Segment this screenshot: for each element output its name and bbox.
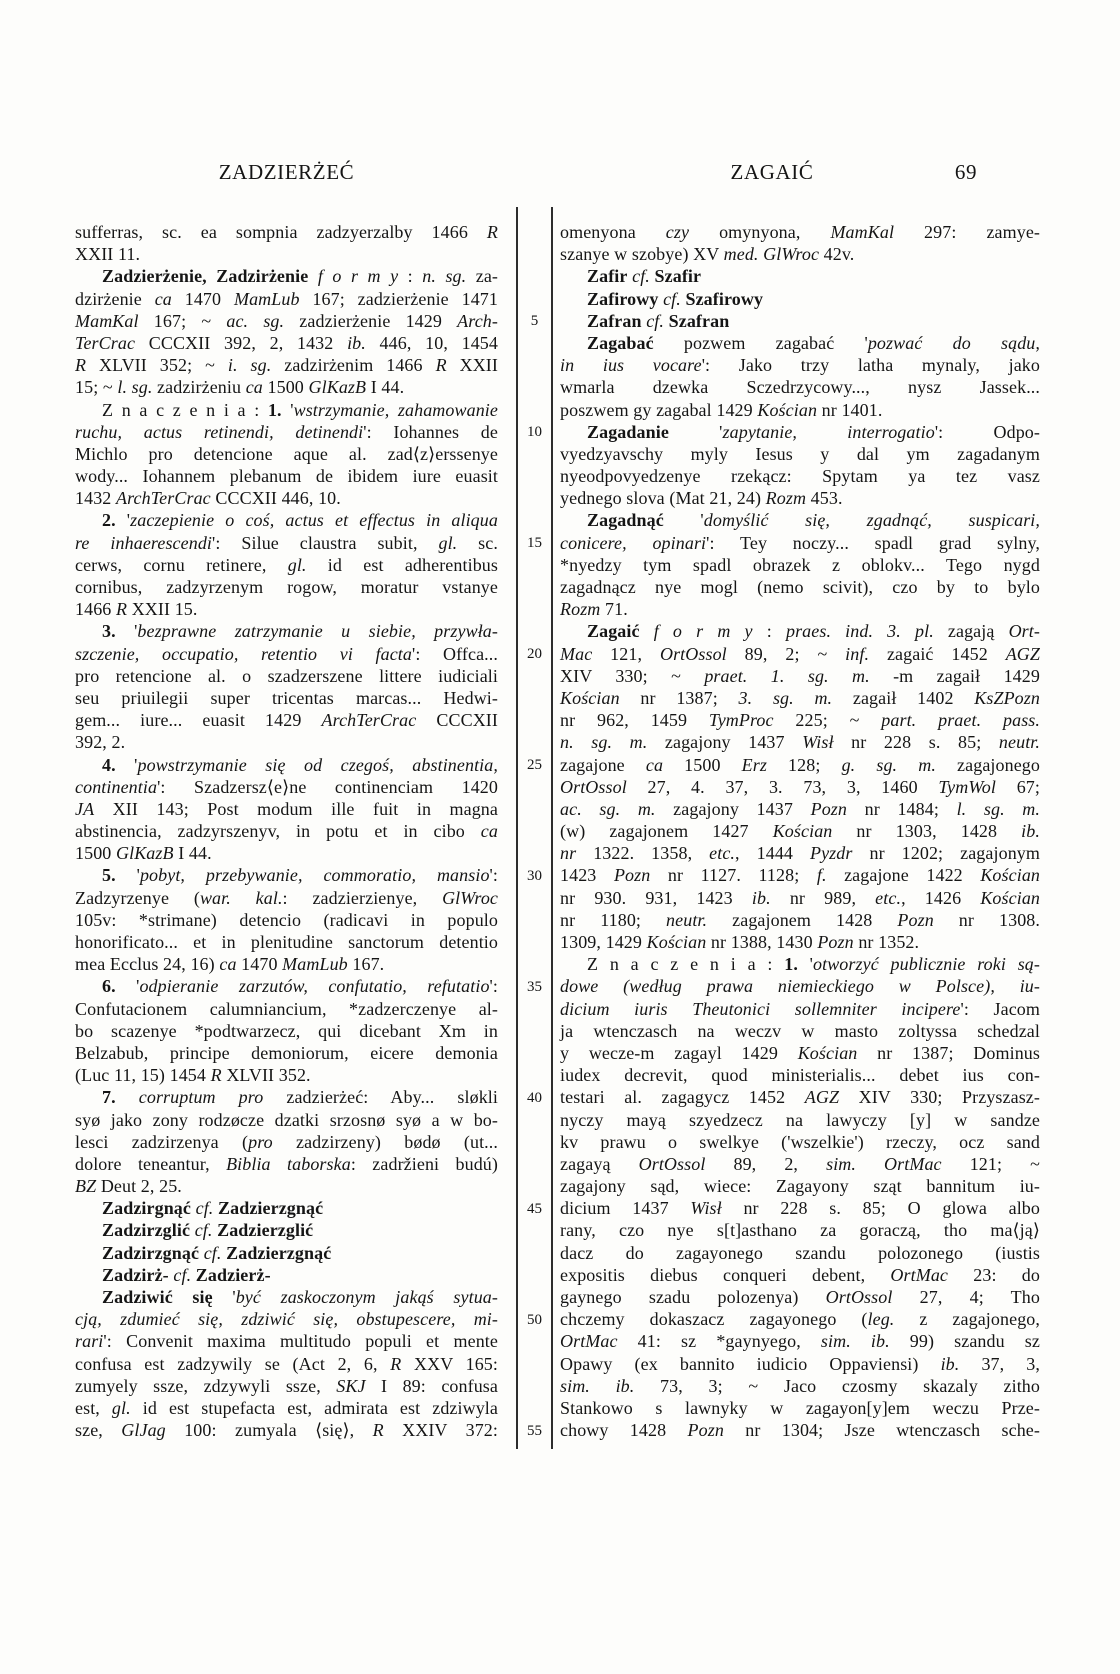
running-head-right-title: ZAGAIĆ (730, 160, 814, 184)
line-number: 25 (527, 756, 542, 773)
line-number: 5 (530, 312, 539, 329)
text-line: Zadzyrzenye (war. kal.: zadzierzienye, GlWroc (75, 887, 499, 908)
text-line: Opawy (ex bannito iudicio Oppaviensi) ib. 37, 3, (560, 1353, 1041, 1374)
right-column (560, 221, 1040, 1441)
text-line: n. sg. m. zagajony 1437 Wisł nr 228 s. 85; neutr. (560, 732, 1041, 753)
text-line: abstinencia, zadzyrszenyv, in potu et in cibo ca (75, 821, 498, 842)
text-line: 5. 'pobyt, przebywanie, commoratio, mansio': (102, 865, 498, 886)
text-line: mea Ecclus 24, 16) ca 1470 MamLub 167. (75, 954, 385, 975)
text-line: XXII 11. (75, 244, 141, 265)
text-line: (Luc 11, 15) 1454 R XLVII 352. (75, 1065, 311, 1086)
text-line: lesci zadzirzenya (pro zadzirzeny) bødø (ut... (75, 1131, 498, 1152)
text-line: 1423 Pozn nr 1127. 1128; f. zagajone 1422 Kościan (560, 865, 1041, 886)
text-line: TerCrac CCCXII 392, 2, 1432 ib. 446, 10, 1454 (75, 332, 499, 353)
text-line: (w) zagajonem 1427 Kościan nr 1303, 1428 ib. (560, 821, 1040, 842)
text-line: nyczy mayą szyedzecz na lawyczy [y] w sandze (560, 1109, 1040, 1130)
text-line: Z n a c z e n i a : 1. 'otworzyć publicznie roki są- (587, 954, 1040, 975)
text-line: continentia': Szadzersz⟨e⟩ne continenciam 1420 (75, 776, 498, 797)
text-line: nyeodpovyedzenye rzekącz: Spytam ya tez vasz (560, 466, 1040, 487)
column-rule-right (551, 207, 553, 1449)
text-line: testari al. zagagycz 1452 AGZ XIV 330; Przyszasz- (560, 1087, 1040, 1108)
text-line: nr 1180; neutr. zagajonem 1428 Pozn nr 1308. (560, 909, 1041, 930)
text-line: cerws, cornu retinere, gl. id est adherentibus (75, 554, 498, 575)
text-line: nr 930. 931, 1423 ib. nr 989, etc., 1426 Kościan (560, 887, 1041, 908)
text-line: zagajone ca 1500 Erz 128; g. sg. m. zagajonego (560, 754, 1041, 775)
text-line: zagadnącz nye mogl (nemo scivit), czo by to bylo (560, 577, 1040, 597)
text-line: iudex decrevit, quod ministerialis... debet ius con- (560, 1065, 1040, 1086)
text-line: vyedzyavschy myly Iesus y dal ym zagadanym (560, 443, 1040, 464)
text-line: ruchu, actus retinendi, detinendi': Iohannes de (75, 421, 498, 442)
text-line: MamKal 167; ~ ac. sg. zadzierżenie 1429 Arch- (75, 310, 498, 331)
text-line: Michlo pro detencione aque al. zad⟨z⟩erssenye (75, 443, 498, 464)
text-line: 1466 R XXII 15. (75, 599, 198, 620)
text-line: szanye w szobye) XV med. GlWroc 42v. (560, 244, 855, 265)
line-number: 40 (527, 1089, 542, 1106)
text-line: 1432 ArchTerCrac CCCXII 446, 10. (75, 488, 341, 509)
text-line: Zafir cf. Szafir (587, 266, 702, 287)
text-line: wody... Iohannem plebanum de ibidem iure euasit (75, 466, 498, 487)
text-line: zumyely ssze, zdzywyli ssze, SKJ I 89: confusa (75, 1375, 498, 1396)
text-line: omenyona czy omynyona, MamKal 297: zamye- (560, 222, 1041, 242)
text-line: sze, GlJag 100: zumyala ⟨się⟩, R XXIV 372: (75, 1420, 499, 1441)
text-line: ac. sg. m. zagajony 1437 Pozn nr 1484; l. sg. m. (560, 798, 1041, 819)
text-line: Stankowo s lawnyky w zagayon[y]em weczu Prze- (560, 1397, 1040, 1418)
text-line: dicium 1437 Wisł nr 228 s. 85; O glowa albo (560, 1198, 1040, 1219)
text-line: dicium iuris Theutonici sollemniter incipere': Jacom (560, 998, 1040, 1019)
text-line: nr 962, 1459 TymProc 225; ~ part. praet. pass. (560, 710, 1041, 731)
left-column (75, 221, 498, 1441)
text-line: Kościan nr 1387; 3. sg. m. zagaił 1402 KsZPozn (560, 687, 1040, 708)
text-line: JA XII 143; Post modum ille fuit in magna (75, 798, 498, 819)
text-line: 1309, 1429 Kościan nr 1388, 1430 Pozn nr 1352. (560, 932, 920, 952)
text-line: 6. 'odpieranie zarzutów, confutatio, refutatio': (102, 976, 498, 997)
text-line: ja wtenczasch na weczv w masto zoltyssa schedzal (560, 1020, 1040, 1041)
text-line: XIV 330; ~ praet. 1. sg. m. -m zagaił 1429 (560, 665, 1040, 686)
text-line: 7. corruptum pro zadzierżeć: Aby... sløkli (102, 1087, 498, 1108)
text-line: in ius vocare': Jako trzy latha mynaly, jako (560, 355, 1040, 376)
text-line: 392, 2. (75, 732, 126, 753)
text-line: re inhaerescendi': Silue claustra subit, gl. sc. (75, 532, 498, 553)
text-line: nr 1322. 1358, etc., 1444 Pyzdr nr 1202; zagajonym (560, 843, 1040, 864)
text-line: Zafirowy cf. Szafirowy (587, 288, 764, 309)
text-line: gaynego szadu polozenya) OrtOssol 27, 4; Tho (560, 1287, 1040, 1307)
text-line: chowy 1428 Pozn nr 1304; Jsze wtenczasch sche- (560, 1420, 1040, 1441)
text-line: Mac 121, OrtOssol 89, 2; ~ inf. zagaić 1452 AGZ (560, 643, 1040, 664)
text-line: zagajony sąd, wiece: Zagayony sząt bannitum iu- (560, 1176, 1040, 1197)
text-line: syø jako zony rodzøcze dzatki srzosnø syø a w bo- (75, 1109, 498, 1130)
text-line: 3. 'bezprawne zatrzymanie u siebie, przywła- (102, 621, 498, 642)
text-line: BZ Deut 2, 25. (75, 1176, 182, 1197)
text-line: cją, zdumieć się, zdziwić się, obstupescere, mi- (75, 1309, 498, 1330)
text-line: gem... iure... euasit 1429 ArchTerCrac CCCXII (75, 710, 498, 731)
text-line: confusa est zadzywily se (Act 2, 6, R XXV 165: (75, 1353, 498, 1374)
text-line: y wecze-m zagayl 1429 Kościan nr 1387; Dominus (560, 1042, 1041, 1063)
text-line: Zadzirż- cf. Zadzierż- (102, 1264, 271, 1285)
text-line: honorificato... et in plenitudine sanctorum detentio (75, 932, 498, 952)
text-line: chczemy dokaszacz zagayonego (leg. z zagajonego, (560, 1309, 1040, 1330)
text-line: Zadzirzglić cf. Zadzierzglić (102, 1220, 314, 1241)
text-line: szczenie, occupatio, retentio vi facta': Offca... (75, 643, 498, 664)
line-number: 45 (527, 1200, 542, 1217)
line-number: 20 (527, 645, 542, 662)
text-line: dzirżenie ca 1470 MamLub 167; zadzierżenie 1471 (75, 288, 498, 309)
text-line: Zagadnąć 'domyślić się, zgadnąć, suspicari, (587, 510, 1040, 531)
text-line: Zagabać pozwem zagabać 'pozwać do sądu, (587, 332, 1040, 353)
line-number: 15 (527, 534, 542, 551)
text-line: seu priuilegii super tricentas marcas... Hedwi- (75, 687, 498, 708)
text-line: conicere, opinari': Tey noczy... spadl grad sylny, (560, 532, 1040, 553)
text-line: rari': Convenit maxima multitudo populi et mente (75, 1331, 498, 1352)
line-number: 55 (527, 1422, 542, 1439)
text-line: sim. ib. 73, 3; ~ Jaco czosmy skazaly zitho (560, 1375, 1040, 1396)
text-line: Zadziwić się 'być zaskoczonym jakąś sytua- (102, 1287, 498, 1307)
text-line: pro retencione al. o szadzerszene littere iudiciali (75, 665, 498, 686)
text-line: est, gl. id est stupefacta est, admirata est zdziwyla (75, 1397, 498, 1418)
text-line: Rozm 71. (560, 599, 628, 620)
text-line: zagayą OrtOssol 89, 2, sim. OrtMac 121; ~ (560, 1153, 1040, 1174)
text-line: Zafran cf. Szafran (587, 310, 730, 331)
text-line: Z n a c z e n i a : 1. 'wstrzymanie, zahamowanie (102, 399, 498, 420)
text-line: yednego slova (Mat 21, 24) Rozm 453. (560, 488, 843, 509)
text-line: 105v: *strimane) detencio (radicavi in populo (75, 909, 498, 930)
line-number: 50 (527, 1311, 542, 1328)
text-line: cornibus, zadzyrzenym rogow, moratur vstanye (75, 577, 498, 597)
text-line: 15; ~ l. sg. zadzirżeniu ca 1500 GlKazB I 44. (75, 377, 405, 398)
text-line: Zadzirgnąć cf. Zadzierzgnąć (102, 1198, 324, 1219)
text-line: Zagaić f o r m y : praes. ind. 3. pl. zagają Ort- (587, 621, 1040, 642)
text-line: Zadzirzgnąć cf. Zadzierzgnąć (102, 1242, 332, 1263)
gutter-line-numbers (518, 221, 551, 1463)
text-line: dacz do zagayonego szandu polozonego (iustis (560, 1242, 1040, 1263)
line-number: 10 (527, 423, 542, 440)
line-number: 30 (527, 867, 542, 884)
text-line: 1500 GlKazB I 44. (75, 843, 212, 864)
text-line: R XLVII 352; ~ i. sg. zadzirżenim 1466 R XXII (75, 355, 498, 376)
text-line: expositis diebus conqueri debent, OrtMac 23: do (560, 1264, 1040, 1285)
text-line: Zadzierżenie, Zadzirżenie f o r m y : n. sg. za- (102, 266, 498, 287)
text-line: OrtMac 41: sz *gaynyego, sim. ib. 99) szandu sz (560, 1331, 1041, 1352)
text-line: dowe (według prawa niemieckiego w Polsce), iu- (560, 976, 1040, 997)
text-line: bo scazenye *podtwarzecz, qui dicebant Xm in (75, 1020, 498, 1041)
page-number: 69 (954, 160, 978, 184)
text-line: wmarla dzewka Sczedrzycowy..., nysz Jassek... (560, 377, 1040, 398)
text-line: Belzabub, principe demoniorum, eicere demonia (75, 1042, 498, 1063)
text-line: 2. 'zaczepienie o coś, actus et effectus in aliqua (102, 510, 498, 531)
text-line: *nyedzy tym spadl obrazek z oblokv... Tego nygd (560, 554, 1040, 575)
text-line: 4. 'powstrzymanie się od czegoś, abstinentia, (102, 754, 498, 775)
text-line: OrtOssol 27, 4. 37, 3. 73, 3, 1460 TymWol 67; (560, 776, 1041, 797)
text-line: dolore teneantur, Biblia taborska: zadržieni budú) (75, 1153, 499, 1174)
running-head-left-title: ZADZIERŻEĆ (218, 160, 355, 184)
text-line: kv prawu o swelkye ('wszelkie') rzeczy, ocz sand (560, 1131, 1040, 1152)
line-number: 35 (527, 978, 542, 995)
text-line: Zagadanie 'zapytanie, interrogatio': Odpo- (587, 421, 1041, 442)
text-line: rany, czo nye s[t]asthano za goraczą, tho ma⟨ją⟩ (560, 1220, 1040, 1241)
text-line: Confutacionem calumniancium, *zadzerczenye al- (75, 998, 498, 1019)
text-line: sufferras, sc. ea sompnia zadzyerzalby 1466 R (75, 222, 498, 242)
text-line: poszwem gy zagabal 1429 Kościan nr 1401. (560, 399, 883, 420)
